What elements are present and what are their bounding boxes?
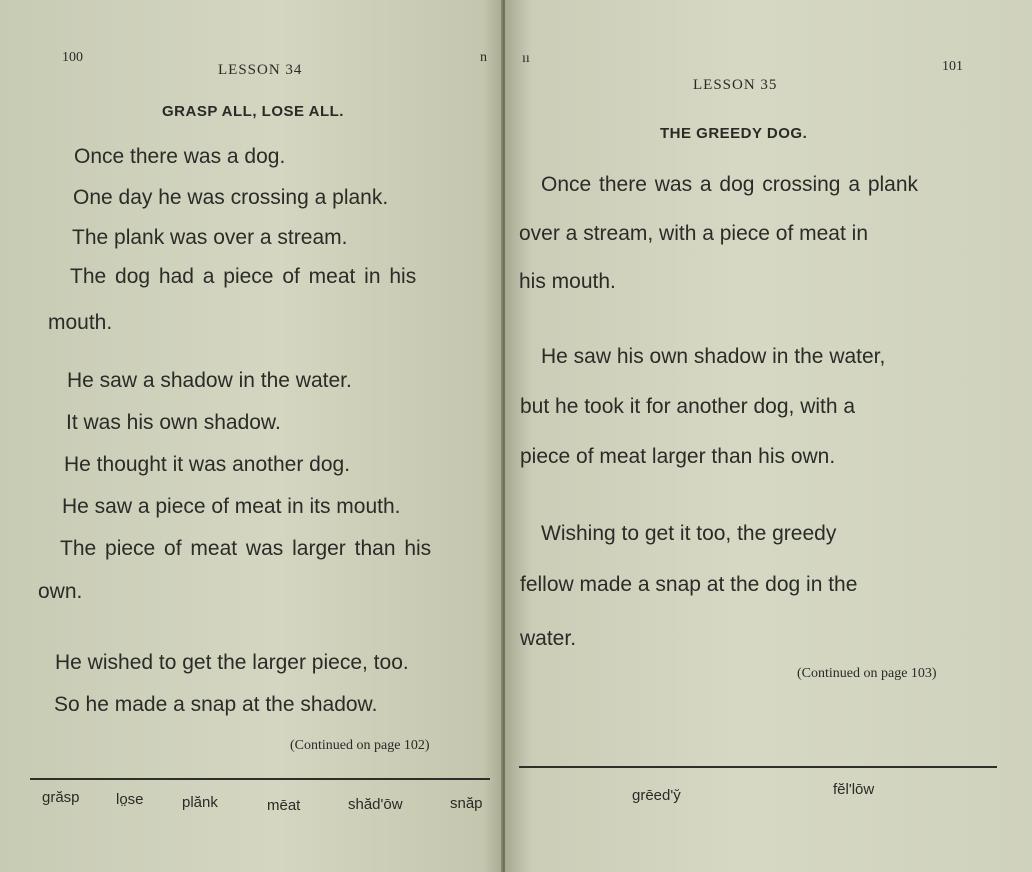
text-line: He saw his own shadow in the water,	[541, 345, 886, 368]
lesson-title: THE GREEDY DOG.	[660, 125, 808, 142]
right-page	[505, 0, 1032, 872]
text-line: He saw a shadow in the water.	[67, 369, 352, 392]
text-line: He thought it was another dog.	[64, 453, 351, 476]
text-line: Wishing to get it too, the greedy	[541, 522, 837, 545]
text-line: over a stream, with a piece of meat in	[519, 222, 868, 245]
lesson-heading: LESSON 34	[218, 62, 303, 78]
lesson-title: GRASP ALL, LOSE ALL.	[162, 103, 344, 120]
text-line: The dog had a piece of meat in his	[70, 265, 417, 288]
corner-mark: ıı	[522, 51, 530, 66]
vocab-word: grēed'y̆	[632, 787, 681, 804]
vocab-word: snăp	[450, 795, 483, 812]
corner-mark: n	[480, 50, 487, 65]
text-line: fellow made a snap at the dog in the	[520, 573, 858, 596]
text-line: but he took it for another dog, with a	[520, 395, 856, 418]
text-line: So he made a snap at the shadow.	[54, 693, 378, 716]
text-line: mouth.	[48, 311, 113, 334]
text-line: own.	[38, 580, 83, 603]
lesson-heading: LESSON 35	[693, 77, 778, 93]
divider-rule	[519, 766, 997, 768]
text-line: his mouth.	[519, 270, 616, 293]
text-line: The piece of meat was larger than his	[60, 537, 432, 560]
text-line: piece of meat larger than his own.	[520, 445, 836, 468]
text-line: He wished to get the larger piece, too.	[55, 651, 409, 674]
page-number: 100	[62, 50, 83, 65]
vocab-word: plănk	[182, 794, 218, 811]
vocab-word: mēat	[267, 797, 301, 814]
vocab-word: fĕl'lōw	[833, 781, 875, 798]
text-line: water.	[520, 627, 577, 650]
text-line: One day he was crossing a plank.	[73, 186, 389, 209]
vocab-word: lo̤se	[116, 791, 144, 808]
continued-note: (Continued on page 103)	[797, 666, 937, 681]
text-line: It was his own shadow.	[66, 411, 281, 434]
page-number: 101	[942, 59, 963, 74]
vocab-word: grăsp	[42, 789, 80, 806]
continued-note: (Continued on page 102)	[290, 738, 430, 753]
vocab-word: shăd'ōw	[348, 796, 403, 813]
text-line: The plank was over a stream.	[72, 226, 348, 249]
text-line: Once there was a dog.	[74, 145, 286, 168]
text-line: Once there was a dog crossing a plank	[541, 173, 919, 196]
text-line: He saw a piece of meat in its mouth.	[62, 495, 401, 518]
divider-rule	[30, 778, 490, 780]
left-page	[0, 0, 503, 872]
